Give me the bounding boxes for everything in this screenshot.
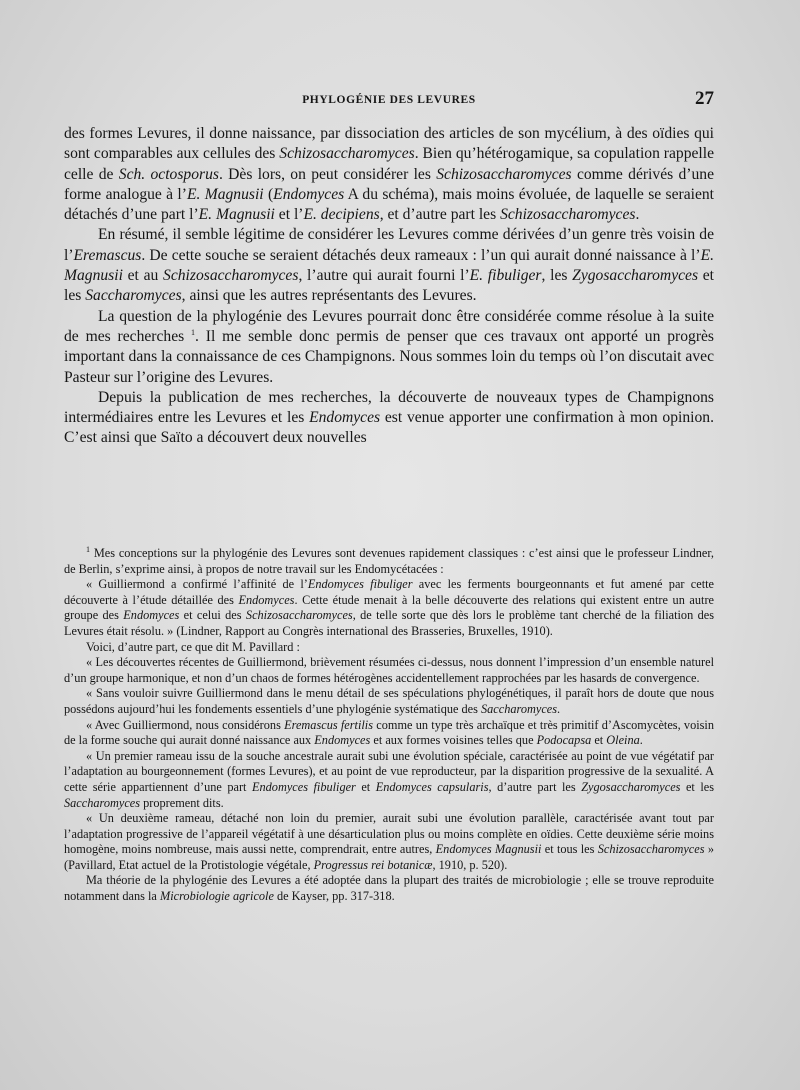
italic-run: Progressus rei botanicæ [313,857,433,872]
italic-run: Endomyces capsularis [375,779,489,794]
italic-run: Zygosaccharomyces [581,779,681,794]
text-run: A du schéma), mais moins évoluée, de laquelle se seraient détachés d’une part l’ [64,185,714,224]
text-run: Ma théorie de la phylogénie des Levures a été adoptée dans la plupart des traités de microbiologie ; elle se trouve reproduite notamment dans la [64,873,714,904]
text-run: « Les découvertes récentes de Guilliermond, brièvement résumées ci-dessus, nous donnent l’impression d’un ensemble naturel d’un groupe harmonique, et non d’un chaos de formes hétérogènes accidentellement rapprochées par les hasards de convergence. [64,655,714,685]
footnote-quote-pavillard-5 [64,811,714,873]
italic-run: Schizosaccharomyces [163,267,299,285]
text-run: avec les ferments bourgeonnants et fut amené par cette découverte à l’étude détaillée des [64,577,714,607]
footnote-pavillard-intro [64,640,714,656]
text-run: . Dès lors, on peut considérer les [218,165,437,183]
italic-run: Saccharomyces [481,701,558,716]
italic-run: Endomyces [123,608,180,623]
text-run: « Avec Guilliermond, nous considérons [86,717,285,732]
page-header [64,88,714,116]
page-number: 27 [695,88,714,109]
italic-run: Endomyces fibuliger [307,577,413,592]
main-text [64,124,714,449]
text-run: et l’ [274,206,304,224]
italic-run: Eremascus fertilis [284,717,374,732]
footnote-1 [64,546,714,577]
text-run: . Cette étude menait à la belle découverte des relations qui existent entre un autre groupe des [64,592,714,623]
text-run: « Un deuxième rameau, détaché non loin du premier, aurait subi une évolution parallèle, caractérisée avant tout par l’adaptation progressive de l’appareil végétatif à une désarticulation plus ou moins complète en oïdies. Cette deuxième série moins homogène, moins nombreuse, mais aussi nette, comprendrait, entre autres, [64,811,714,857]
paragraph-4 [64,388,714,449]
italic-run: Endomyces [309,409,381,427]
text-run: « Guilliermond a confirmé l’affinité de l’ [86,577,308,592]
footnote-quote-pavillard-1 [64,655,714,686]
paragraph-1 [64,124,714,225]
italic-run: Oleina [606,733,640,748]
italic-run: Schizosaccharomyces [245,608,353,623]
text-run: » (Pavillard, Etat actuel de la Protistologie végétale, [64,842,714,872]
italic-run: Eremascus [73,246,142,264]
text-run: des formes Levures, il donne naissance, par dissociation des articles de son mycélium, à des oïdies qui sont comparables aux cellules des [64,125,714,163]
italic-run: Endomyces fibuliger [251,779,356,794]
italic-run: Saccharomyces [64,795,141,810]
italic-run: Podocapsa [536,733,592,748]
text-run: et au [122,267,164,285]
text-run: « Un premier rameau issu de la souche ancestrale aurait subi une évolution spéciale, caractérisée au point de vue végétatif par l’adaptation au bourgeonnement (formes Levures), et au point de vue reproducteur, par la disparition progressive de la sexualité. A cette série appartiennent d’une part [64,748,714,794]
italic-run: Schizosaccharomyces [279,145,415,163]
text-run: est venue apporter une confirmation à mon opinion. C’est ainsi que Saïto a découvert deux nouvelles [64,409,714,447]
paragraph-2 [64,225,714,306]
footnote-marker: 1 [191,327,196,337]
text-run: , l’autre qui aurait fourni l’ [298,267,470,285]
text-run: comme un type très archaïque et très primitif d’Ascomycètes, voisin de la forme souche qui aurait donné naissance aux [64,717,714,748]
italic-run: Microbiologie agricole [159,889,274,904]
text-run: , ainsi que les autres représentants des Levures. [181,287,477,305]
paragraph-3 [64,307,714,388]
footnote-closing [64,873,714,904]
text-run: . Bien qu’hétérogamique, sa copulation rappelle celle de [64,145,714,183]
text-run: . [557,701,561,716]
text-run: proprement dits. [140,795,224,810]
italic-run: Endomyces [314,733,371,748]
footnote-quote-pavillard-3 [64,718,714,749]
italic-run: Endomyces [273,185,345,203]
italic-run: E. Magnusii [198,206,275,224]
running-title: PHYLOGÉNIE DES LEVURES [302,94,476,106]
text-run: La question de la phylogénie des Levures pourrait donc être considérée comme résolue à la suite de mes recherches [64,307,714,345]
italic-run: E. fibuliger [469,267,542,285]
italic-run: Endomyces Magnusii [435,842,542,857]
italic-run: Endomyces [238,592,295,607]
text-run: de Kayser, pp. 317-318. [273,889,395,904]
text-run: et les [64,267,714,305]
italic-run: Sch. octosporus [118,165,219,183]
text-run: Depuis la publication de mes recherches, la découverte de nouveaux types de Champignons intermédiaires entre les Levures et les [64,388,714,427]
text-run: . De cette souche se seraient détachés deux rameaux : l’un qui aurait donné naissance à l’ [141,246,701,264]
text-run: et [355,779,376,794]
italic-run: Zygosaccharomyces [572,267,699,285]
text-run: . [635,206,640,224]
italic-run: E. Magnusii [64,246,714,285]
footnote-quote-pavillard-4 [64,749,714,811]
text-run: et les [680,779,714,794]
text-run: comme dérivés d’une forme analogue à l’ [64,165,714,203]
text-run: et celui des [179,608,246,623]
text-run: En résumé, il semble légitime de considérer les Levures comme dérivées d’un genre très voisin de l’ [64,226,714,264]
text-run: et tous les [541,842,598,857]
text-run: , les [541,267,573,285]
italic-run: Schizosaccharomyces [436,165,572,183]
footnote-quote-lindner [64,577,714,639]
italic-run: Schizosaccharomyces [500,206,636,224]
text-run: et aux formes voisines telles que [370,733,537,748]
italic-run: E. Magnusii [186,185,264,203]
footnote-marker: 1 [86,544,90,554]
italic-run: Saccharomyces [85,287,182,305]
italic-run: E. decipiens [303,206,380,224]
text-run: , de telle sorte que dès lors le problème tant cherché de la filiation des Levures était résolu. » (Lindner, Rapport au Congrès international des Brasseries, Bruxelles, 1910). [64,608,714,638]
text-run: . Il me semble donc permis de penser que ces travaux ont apporté un progrès important dans la connaissance de ces Champignons. Nous sommes loin du temps où l’on discutait avec Pasteur sur l’origine des Levures. [64,327,714,386]
text-run: Mes conceptions sur la phylogénie des Levures sont devenues rapidement classiques : c’est ainsi que le professeur Lindner, de Berlin, s’exprime ainsi, à propos de notre travail sur les Endomycétacées : [64,546,714,576]
text-run: et [591,733,607,748]
text-run: Voici, d’autre part, ce que dit M. Pavillard : [86,639,300,654]
italic-run: Schizosaccharomyces [597,842,705,857]
text-run: ( [263,185,274,203]
text-run: , 1910, p. 520). [432,857,508,872]
text-run: « Sans vouloir suivre Guilliermond dans le menu détail de ses spéculations phylogénétiques, il paraît hors de doute que nous possédons aujourd’hui les fondements essentiels d’une phylogénie systématique des [64,686,714,716]
footnote-quote-pavillard-2 [64,686,714,717]
text-run: , d’autre part les [488,779,582,794]
text-run: , et d’autre part les [379,206,501,224]
footnotes [64,546,714,905]
text-run: . [639,733,643,748]
